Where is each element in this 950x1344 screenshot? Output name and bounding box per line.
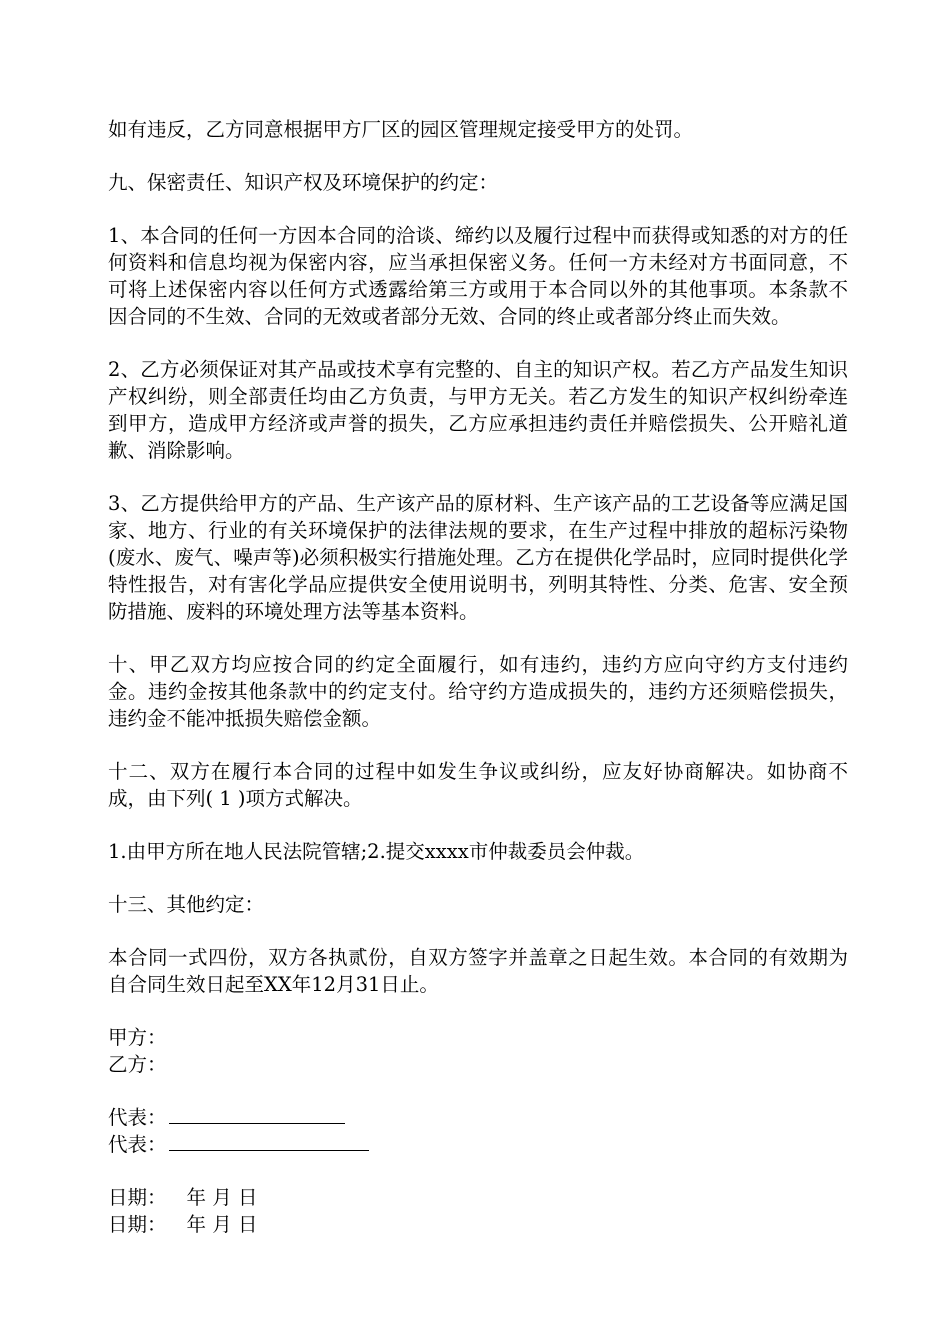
party-a-label: 甲方： (108, 1026, 167, 1049)
paragraph-dispute-options: 1.由甲方所在地人民法院管辖;2.提交xxxx市仲裁委员会仲裁。 (108, 840, 645, 863)
date-b-day: 日 (237, 1213, 258, 1236)
contract-page (108, 116, 848, 1264)
representative-a-row (108, 1104, 848, 1131)
representative-b-row (108, 1131, 848, 1158)
dates-block (108, 1184, 848, 1238)
representatives-block (108, 1104, 848, 1158)
paragraph-section-12-disputes: 十二、双方在履行本合同的过程中如发生争议或纠纷，应友好协商解决。如协商不成，由下列( 1 )项方式解决。 (108, 760, 848, 810)
date-a-month: 月 (212, 1186, 232, 1209)
date-a-label: 日期： (108, 1186, 167, 1209)
heading-section-9: 九、保密责任、知识产权及环境保护的约定： (108, 171, 499, 194)
date-a-year: 年 (186, 1186, 207, 1209)
paragraph-copies-validity: 本合同一式四份，双方各执贰份，自双方签字并盖章之日起生效。本合同的有效期为自合同生效日起至XX年12月31日止。 (108, 946, 848, 996)
paragraph-intellectual-property: 2、乙方必须保证对其产品或技术享有完整的、自主的知识产权。若乙方产品发生知识产权纠纷，则全部责任均由乙方负责，与甲方无关。若乙方发生的知识产权纠纷牵连到甲方，造成甲方经济或声誉的损失，乙方应承担违约责任并赔偿损失、公开赔礼道歉、消除影响。 (108, 358, 848, 462)
paragraph-section-10-breach: 十、甲乙双方均应按合同的约定全面履行，如有违约，违约方应向守约方支付违约金。违约金按其他条款中的约定支付。给守约方造成损失的，违约方还须赔偿损失，违约金不能冲抵损失赔偿金额。 (108, 653, 848, 730)
paragraph-violation-penalty: 如有违反，乙方同意根据甲方厂区的园区管理规定接受甲方的处罚。 (108, 118, 694, 141)
representative-a-signature-line (169, 1104, 345, 1124)
date-a-day: 日 (237, 1186, 258, 1209)
date-a-row (108, 1184, 848, 1211)
parties-block (108, 1024, 848, 1078)
representative-b-signature-line (169, 1131, 369, 1151)
date-b-year: 年 (186, 1213, 207, 1236)
representative-b-label: 代表： (108, 1133, 167, 1156)
heading-section-13: 十三、其他约定： (108, 893, 265, 916)
party-b-label: 乙方： (108, 1053, 167, 1076)
date-b-month: 月 (212, 1213, 232, 1236)
paragraph-environmental-protection: 3、乙方提供给甲方的产品、生产该产品的原材料、生产该产品的工艺设备等应满足国家、地方、行业的有关环境保护的法律法规的要求，在生产过程中排放的超标污染物(废水、废气、噪声等)必须积极实行措施处理。乙方在提供化学品时，应同时提供化学特性报告，对有害化学品应提供安全使用说明书，列明其特性、分类、危害、安全预防措施、废料的环境处理方法等基本资料。 (108, 492, 848, 623)
date-b-label: 日期： (108, 1213, 167, 1236)
paragraph-confidentiality: 1、本合同的任何一方因本合同的洽谈、缔约以及履行过程中而获得或知悉的对方的任何资料和信息均视为保密内容，应当承担保密义务。任何一方未经对方书面同意，不可将上述保密内容以任何方式透露给第三方或用于本合同以外的其他事项。本条款不因合同的不生效、合同的无效或者部分无效、合同的终止或者部分终止而失效。 (108, 224, 848, 328)
representative-a-label: 代表： (108, 1106, 167, 1129)
date-b-row (108, 1211, 848, 1238)
